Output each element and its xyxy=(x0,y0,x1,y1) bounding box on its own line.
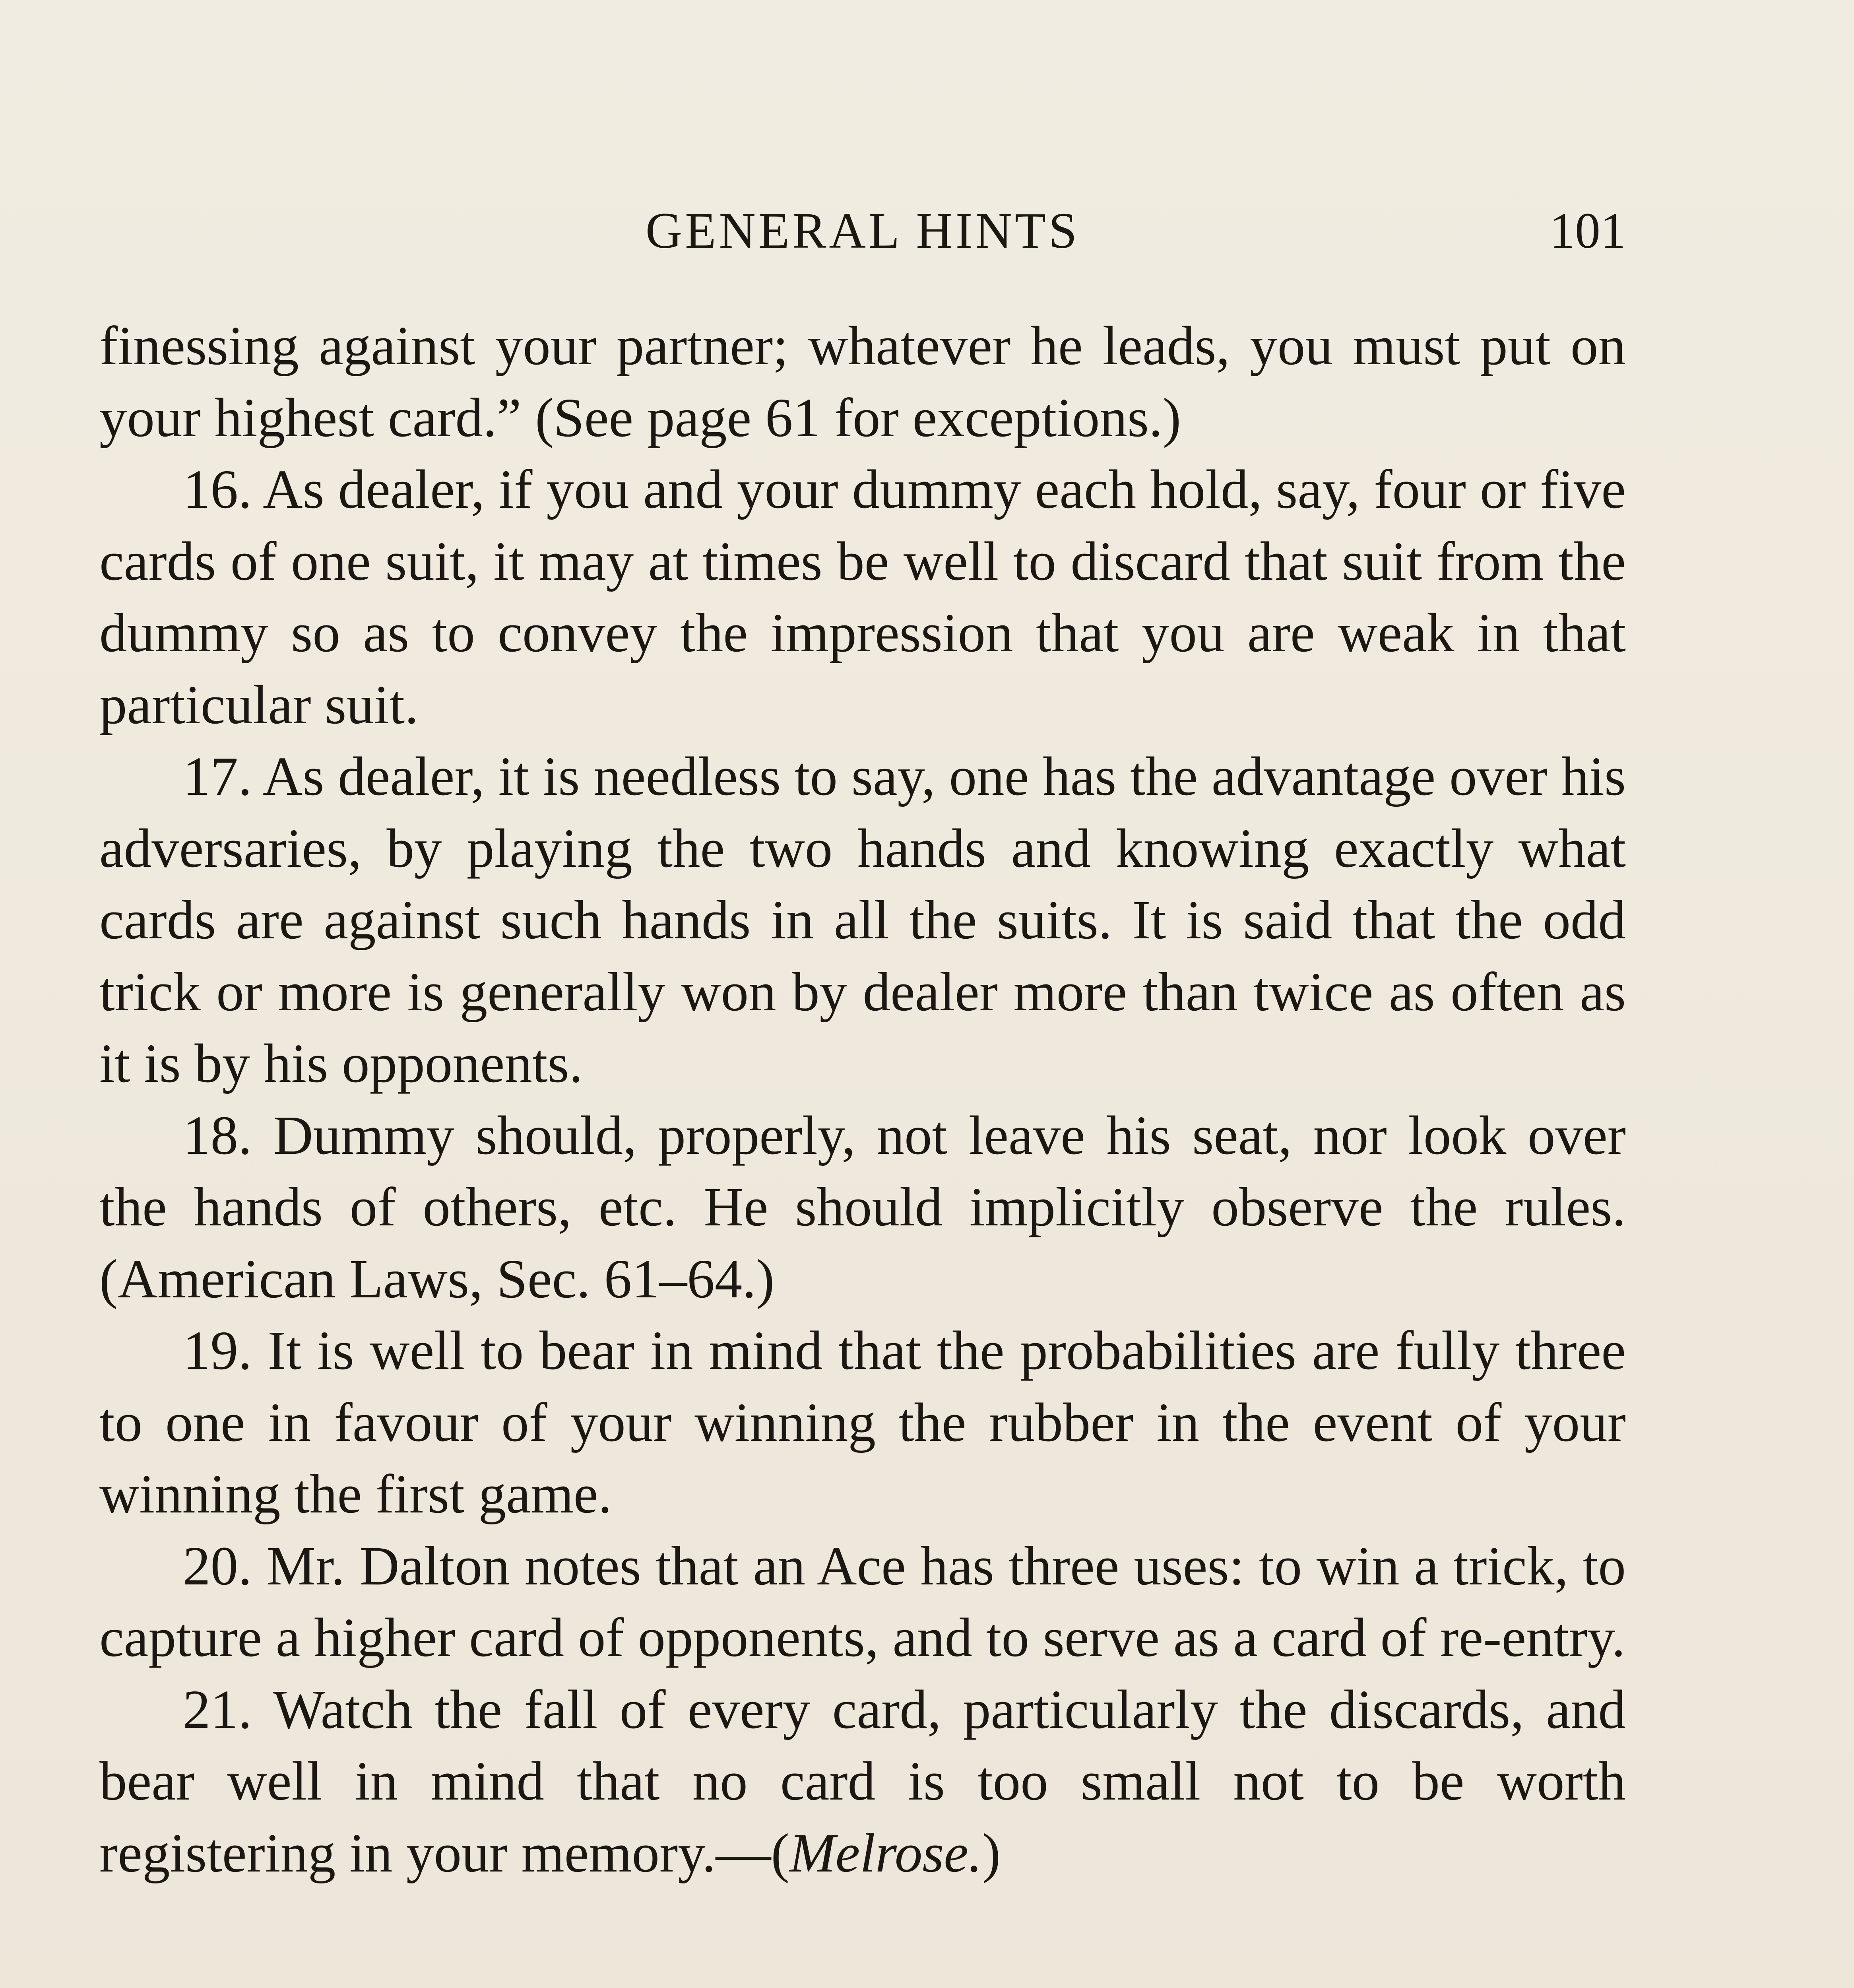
body-text xyxy=(99,310,1626,1889)
running-title: GENERAL HINTS xyxy=(645,202,1080,259)
paragraph-hint-17: 17. As dealer, it is needless to say, one has the advantage over his adversaries, by playing the two hands and knowing exactly what cards are against such hands in all the suits. It is said that the odd trick or more is generally won by dealer more than twice as often as it is by his opponents. xyxy=(99,746,1626,1094)
running-head xyxy=(99,197,1626,264)
paragraph-hint-20: 20. Mr. Dalton notes that an Ace has three uses: to win a trick, to capture a higher card of opponents, and to serve as a card of re-entry. xyxy=(99,1535,1626,1668)
paragraph-hint-21 xyxy=(99,1674,1626,1889)
hint-21-text: 21. Watch the fall of every card, particularly the discards, and bear well in mind that no card is too small not to be worth registering in your memory.—( xyxy=(99,1679,1626,1884)
page-number: 101 xyxy=(1550,202,1626,259)
paragraph-hint-18: 18. Dummy should, properly, not leave his seat, nor look over the hands of others, etc. He should implicitly observe the rules. (American Laws, Sec. 61–64.) xyxy=(99,1105,1626,1310)
citation-close: ) xyxy=(982,1822,1001,1884)
paragraph-hint-19: 19. It is well to bear in mind that the probabilities are fully three to one in favour of your winning the rubber in the event of your winning the first game. xyxy=(99,1320,1626,1525)
paragraph-hint-16: 16. As dealer, if you and your dummy each hold, say, four or five cards of one suit, it may at times be well to discard that suit from the dummy so as to convey the impression that you are weak in that particular suit. xyxy=(99,459,1626,736)
paragraph-continuation: finessing against your partner; whatever he leads, you must put on your highest card.” (See page 61 for exceptions.) xyxy=(99,315,1626,448)
citation-melrose: Melrose. xyxy=(789,1822,982,1884)
